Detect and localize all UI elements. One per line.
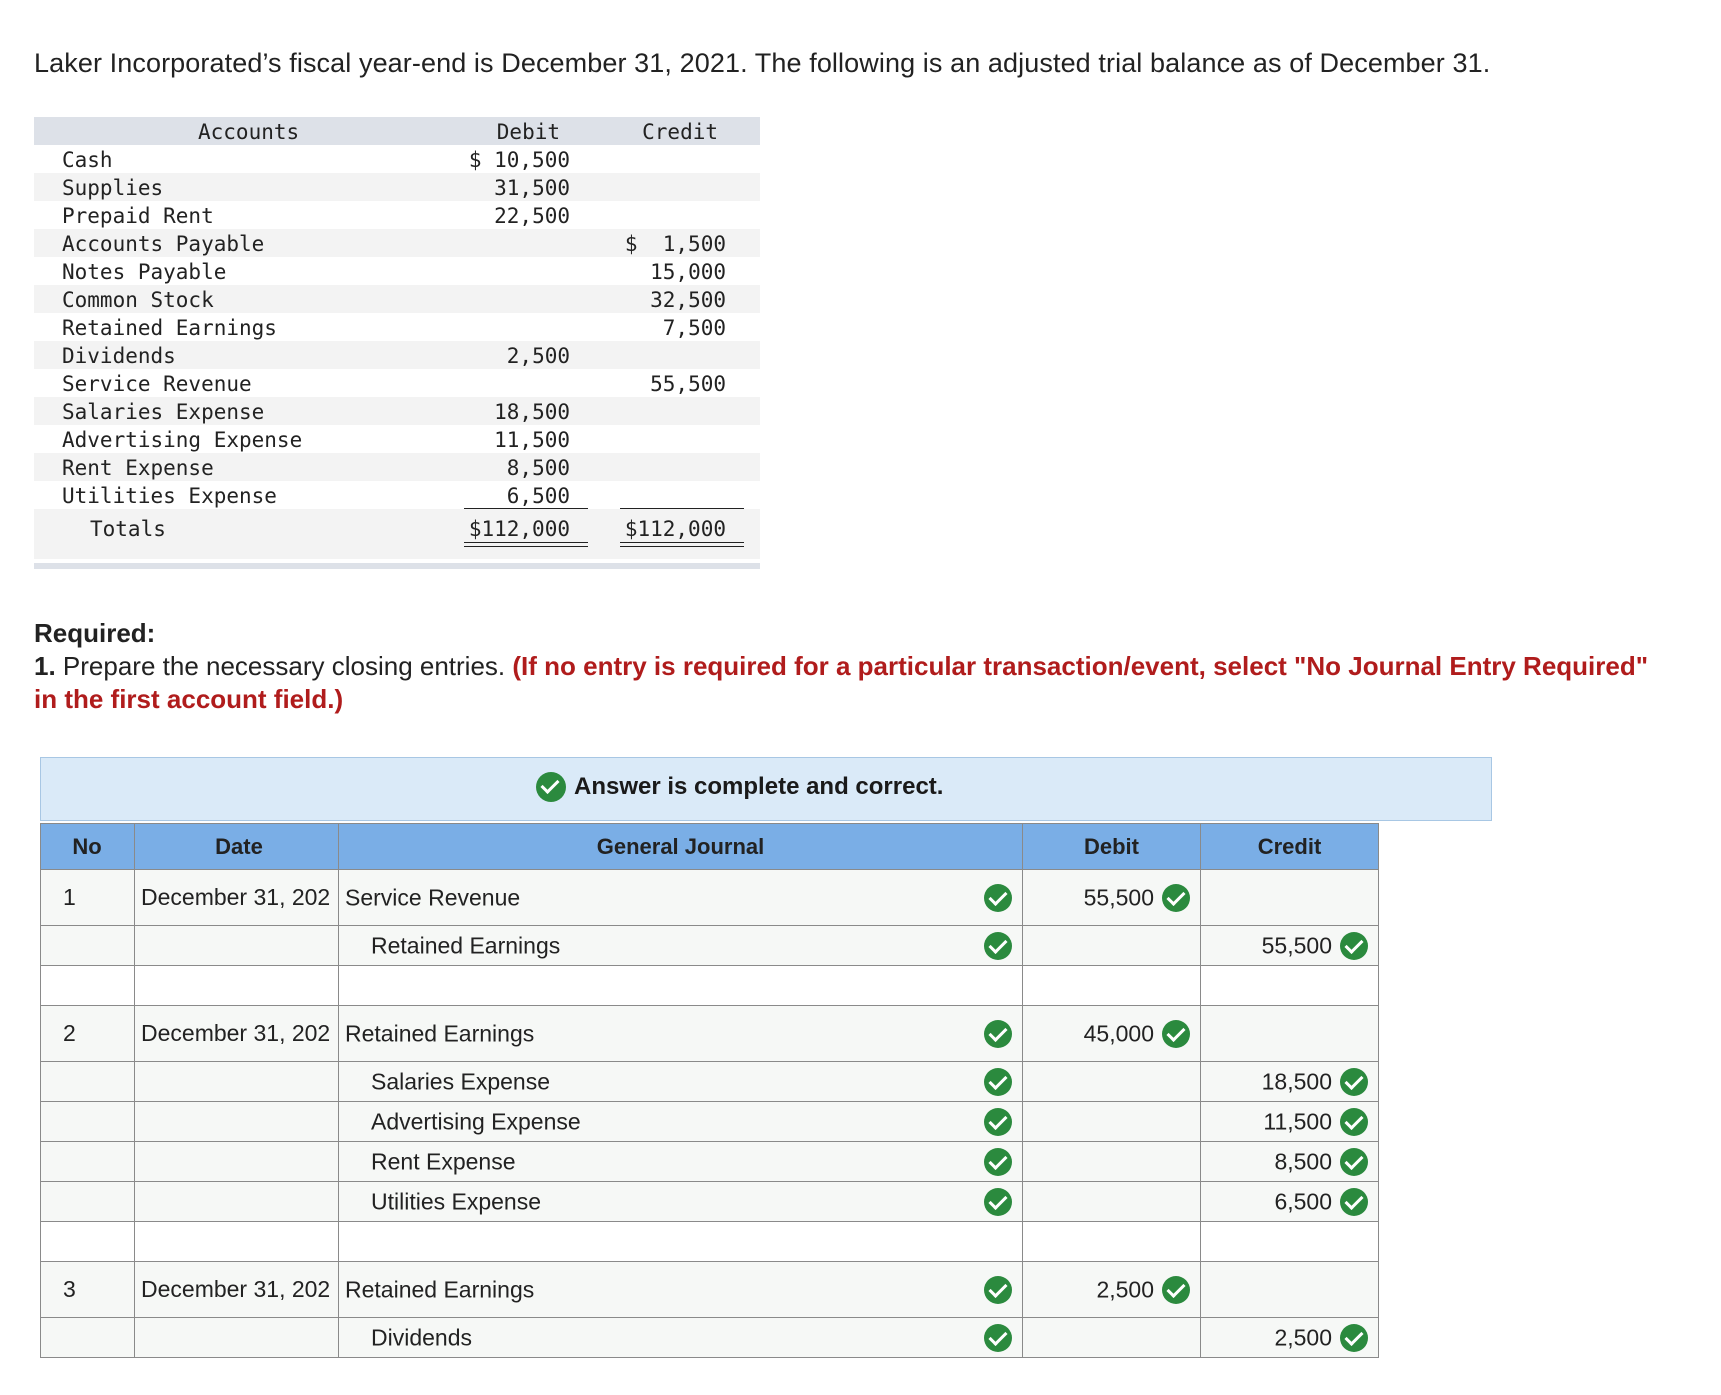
entry-number-cell: [41, 870, 135, 926]
trial-balance-row: [34, 229, 760, 257]
trial-balance-row: [34, 257, 760, 285]
check-circle-icon: [536, 772, 566, 802]
entry-date: December 31, 202: [141, 1276, 331, 1302]
totals-label: Totals: [90, 517, 166, 541]
journal-row: [41, 1006, 1379, 1062]
date-cell: [135, 1222, 339, 1262]
account-name: Salaries Expense: [62, 400, 265, 424]
date-cell: [135, 1182, 339, 1222]
account-cell: [339, 1142, 1023, 1182]
total-credit: $112,000: [624, 517, 726, 541]
journal-row: [41, 926, 1379, 966]
problem-intro: Laker Incorporated’s fiscal year-end is December 31, 2021. The following is an adjusted trial balance as of December 31.: [34, 48, 1491, 78]
debit-cell: [1023, 1222, 1201, 1262]
check-circle-icon: [1340, 1188, 1368, 1216]
debit-cell: [1023, 1062, 1201, 1102]
accounts-header: Accounts: [198, 120, 300, 144]
date-cell: [135, 926, 339, 966]
debit-amount: 45,000: [1083, 1020, 1154, 1046]
credit-value: 15,000: [650, 260, 726, 284]
credit-header: Credit: [642, 120, 718, 144]
adjusted-trial-balance: [34, 117, 760, 569]
credit-amount: 11,500: [1263, 1108, 1332, 1134]
account-cell: [339, 1006, 1023, 1062]
debit-cell: [1023, 966, 1201, 1006]
entry-date: December 31, 202: [141, 1020, 331, 1046]
entry-number: 3: [63, 1276, 76, 1302]
account-name: Supplies: [62, 176, 164, 200]
debit-value: 31,500: [494, 176, 570, 200]
account-name: Advertising Expense: [371, 1108, 581, 1134]
credit-value: $ 1,500: [624, 232, 726, 256]
debit-amount: 55,500: [1083, 884, 1154, 910]
account-cell: [339, 870, 1023, 926]
account-name: Prepaid Rent: [62, 204, 214, 228]
entry-number-cell: [41, 1006, 135, 1062]
required-section: [34, 617, 1674, 716]
account-name: Salaries Expense: [371, 1068, 550, 1094]
entry-number: 1: [63, 884, 76, 910]
date-cell: [135, 1006, 339, 1062]
date-cell: [135, 1318, 339, 1358]
account-name: Utilities Expense: [62, 484, 277, 508]
no-header: No: [41, 824, 135, 870]
date-cell: [135, 870, 339, 926]
debit-cell: [1023, 1318, 1201, 1358]
entry-number-cell: [41, 1182, 135, 1222]
result-banner: [40, 757, 1492, 821]
check-circle-icon: [984, 1276, 1012, 1304]
check-circle-icon: [1340, 932, 1368, 960]
check-circle-icon: [984, 1108, 1012, 1136]
debit-value: 11,500: [494, 428, 570, 452]
banner-message: [536, 772, 943, 802]
debit-cell: [1023, 1142, 1201, 1182]
credit-amount: 2,500: [1274, 1324, 1332, 1350]
credit-amount: 55,500: [1261, 932, 1332, 958]
date-cell: [135, 1062, 339, 1102]
date-cell: [135, 966, 339, 1006]
account-name: Common Stock: [62, 288, 214, 312]
check-circle-icon: [1162, 1020, 1190, 1048]
credit-cell: [1201, 1062, 1379, 1102]
account-name: Retained Earnings: [62, 316, 277, 340]
trial-balance-header: [34, 117, 760, 145]
check-circle-icon: [984, 1020, 1012, 1048]
check-circle-icon: [1340, 1148, 1368, 1176]
spacer: [34, 549, 760, 559]
journal-row: [41, 870, 1379, 926]
entry-number: 2: [63, 1020, 76, 1046]
double-underline: [620, 542, 744, 547]
account-cell: [339, 1182, 1023, 1222]
table-bottom-bar: [34, 563, 760, 569]
debit-cell: [1023, 926, 1201, 966]
credit-cell: [1201, 1006, 1379, 1062]
debit-value: 6,500: [506, 484, 570, 508]
date-cell: [135, 1102, 339, 1142]
credit-value: 32,500: [650, 288, 726, 312]
debit-header: Debit: [496, 120, 560, 144]
entry-number-cell: [41, 1262, 135, 1318]
trial-balance-row: [34, 397, 760, 425]
item-instruction: (If no entry is required for a particular transaction/event, select "No Journal Entry Required" in the first account field.): [34, 651, 1649, 714]
required-heading: Required:: [34, 618, 156, 648]
entry-number-cell: [41, 1142, 135, 1182]
totals-row: [34, 509, 760, 549]
journal-row: [41, 1142, 1379, 1182]
check-circle-icon: [984, 1324, 1012, 1352]
check-circle-icon: [1340, 1068, 1368, 1096]
journal-row: [41, 1262, 1379, 1318]
trial-balance-row: [34, 481, 760, 509]
check-circle-icon: [1340, 1108, 1368, 1136]
credit-value: 7,500: [662, 316, 726, 340]
check-circle-icon: [1162, 884, 1190, 912]
account-cell: [339, 1102, 1023, 1142]
entry-number-cell: [41, 1222, 135, 1262]
account-name: Advertising Expense: [62, 428, 303, 452]
trial-balance-row: [34, 369, 760, 397]
account-cell: [339, 966, 1023, 1006]
account-name: Accounts Payable: [62, 232, 265, 256]
trial-balance-row: [34, 173, 760, 201]
check-circle-icon: [984, 1068, 1012, 1096]
account-name: Notes Payable: [62, 260, 227, 284]
date-cell: [135, 1262, 339, 1318]
trial-balance-row: [34, 313, 760, 341]
account-name: Rent Expense: [62, 456, 214, 480]
debit-cell: [1023, 1182, 1201, 1222]
entry-number-cell: [41, 926, 135, 966]
check-circle-icon: [984, 932, 1012, 960]
entry-date: December 31, 202: [141, 884, 331, 910]
trial-balance-row: [34, 285, 760, 313]
account-cell: [339, 1062, 1023, 1102]
debit-header: Debit: [1023, 824, 1201, 870]
journal-row: [41, 1222, 1379, 1262]
entry-number-cell: [41, 1102, 135, 1142]
debit-cell: [1023, 1102, 1201, 1142]
credit-cell: [1201, 1318, 1379, 1358]
debit-value: 22,500: [494, 204, 570, 228]
debit-value: 8,500: [506, 456, 570, 480]
check-circle-icon: [1162, 1276, 1190, 1304]
credit-cell: [1201, 926, 1379, 966]
account-name: Rent Expense: [371, 1148, 516, 1174]
account-name: Cash: [62, 148, 113, 172]
journal-row: [41, 1182, 1379, 1222]
account-name: Retained Earnings: [345, 1276, 535, 1302]
credit-value: 55,500: [650, 372, 726, 396]
trial-balance-row: [34, 425, 760, 453]
credit-cell: [1201, 1262, 1379, 1318]
debit-value: 18,500: [494, 400, 570, 424]
credit-header: Credit: [1201, 824, 1379, 870]
entry-number-cell: [41, 966, 135, 1006]
debit-cell: [1023, 1006, 1201, 1062]
account-cell: [339, 1262, 1023, 1318]
account-cell: [339, 1318, 1023, 1358]
total-debit: $112,000: [468, 517, 570, 541]
entry-number-cell: [41, 1318, 135, 1358]
trial-balance-row: [34, 341, 760, 369]
trial-balance-row: [34, 453, 760, 481]
check-circle-icon: [1340, 1324, 1368, 1352]
account-cell: [339, 926, 1023, 966]
debit-cell: [1023, 1262, 1201, 1318]
banner-text: Answer is complete and correct.: [574, 773, 944, 800]
check-circle-icon: [984, 884, 1012, 912]
credit-cell: [1201, 1182, 1379, 1222]
credit-amount: 8,500: [1274, 1148, 1332, 1174]
general-journal-header: General Journal: [339, 824, 1023, 870]
account-name: Service Revenue: [62, 372, 252, 396]
trial-balance-row: [34, 201, 760, 229]
account-cell: [339, 1222, 1023, 1262]
journal-row: [41, 966, 1379, 1006]
debit-value: 2,500: [506, 344, 570, 368]
debit-value: $ 10,500: [468, 148, 570, 172]
general-journal-table: [40, 823, 1379, 1358]
account-name: Dividends: [62, 344, 176, 368]
account-name: Retained Earnings: [371, 932, 561, 958]
debit-cell: [1023, 870, 1201, 926]
account-name: Utilities Expense: [371, 1188, 542, 1214]
check-circle-icon: [984, 1148, 1012, 1176]
credit-cell: [1201, 870, 1379, 926]
journal-row: [41, 1318, 1379, 1358]
account-name: Service Revenue: [345, 884, 521, 910]
credit-amount: 6,500: [1274, 1188, 1332, 1214]
credit-cell: [1201, 966, 1379, 1006]
item-text: Prepare the necessary closing entries.: [55, 651, 513, 681]
date-header: Date: [135, 824, 339, 870]
check-circle-icon: [984, 1188, 1012, 1216]
entry-number-cell: [41, 1062, 135, 1102]
account-name: Retained Earnings: [345, 1020, 535, 1046]
account-name: Dividends: [371, 1324, 472, 1350]
credit-cell: [1201, 1102, 1379, 1142]
credit-cell: [1201, 1142, 1379, 1182]
trial-balance-row: [34, 145, 760, 173]
double-underline: [464, 542, 588, 547]
credit-cell: [1201, 1222, 1379, 1262]
journal-row: [41, 1062, 1379, 1102]
required-item: [34, 650, 1674, 716]
date-cell: [135, 1142, 339, 1182]
journal-row: [41, 1102, 1379, 1142]
credit-amount: 18,500: [1261, 1068, 1332, 1094]
item-number: 1.: [34, 651, 56, 681]
debit-amount: 2,500: [1096, 1276, 1154, 1302]
